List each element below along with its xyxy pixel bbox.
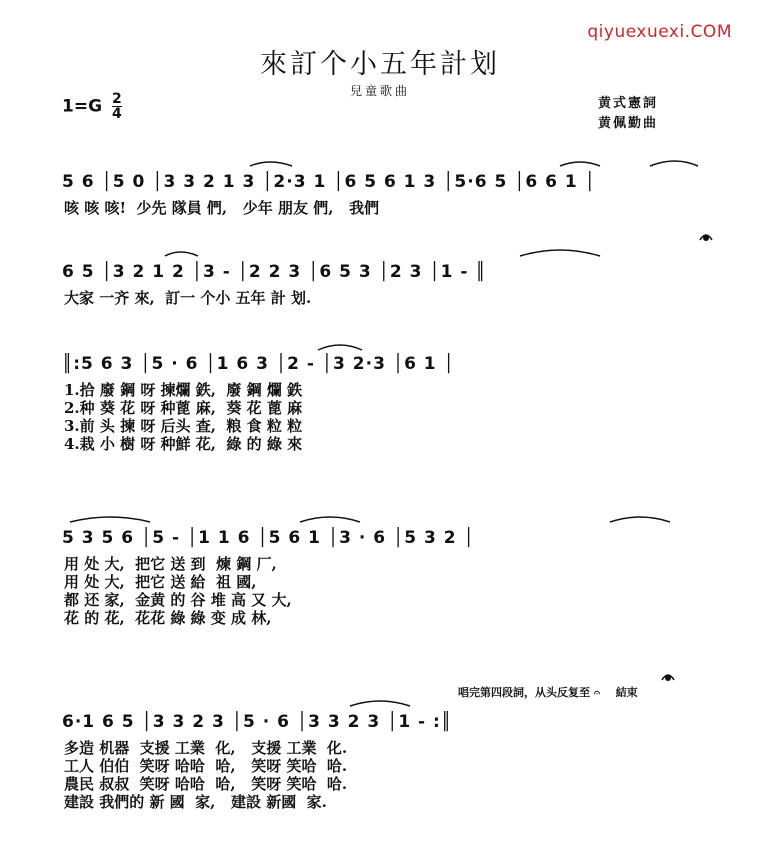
score-row-3-verse-3: 3.前 头 揀 呀 后头 查, 粮 食 粒 粒 xyxy=(64,417,303,435)
key-label: 1=G xyxy=(62,96,103,117)
score-row-3-verse-4: 4.栽 小 樹 呀 种鮮 花, 綠 的 綠 來 xyxy=(64,435,303,453)
score-row-5-verse-4: 建設 我們的 新 國 家, 建設 新國 家. xyxy=(64,793,327,811)
tie-arc xyxy=(300,517,360,522)
tie-arc xyxy=(318,345,362,350)
score-row-3-verse-1: 1.拾 廢 鋼 呀 揀爛 鉄, 廢 鋼 爛 鉄 xyxy=(64,381,303,399)
score-row-3-notes: ║:5 6 3 │5 · 6 │1 6 3 │2 - │3 2·3 │6 1 │ xyxy=(62,354,455,374)
song-subtitle: 兒童歌曲 xyxy=(349,84,410,98)
tie-arc xyxy=(520,250,600,256)
time-bottom: 4 xyxy=(111,106,122,122)
instruction-end: 結束 xyxy=(615,686,638,699)
tie-arc xyxy=(70,517,150,522)
tie-arc xyxy=(250,162,292,166)
song-title: 來訂个小五年計划 xyxy=(260,49,500,80)
score-row-4-verse-4: 花 的 花, 花花 綠 綠 变 成 林, xyxy=(64,609,272,627)
tie-arc xyxy=(610,517,670,522)
tie-arc xyxy=(165,252,198,256)
score-row-1-notes: 5 6 │5 0 │3 3 2 1 3 │2·3 1 │6 5 6 1 3 │5·6 5 │6 6 1 │ xyxy=(62,172,596,192)
tie-arc xyxy=(650,161,698,166)
score-row-5-verse-2: 工人 伯伯 笑呀 哈哈 哈, 笑呀 笑哈 哈. xyxy=(64,757,348,775)
lyricist: 黄式憲詞 xyxy=(598,96,659,111)
score-row-4-verse-3: 都 还 家, 金黄 的 谷 堆 高 又 大, xyxy=(64,591,292,609)
tie-arc xyxy=(350,701,410,706)
score-row-3-verse-2: 2.种 葵 花 呀 种蓖 麻, 葵 花 蓖 麻 xyxy=(64,399,303,417)
repeat-instruction xyxy=(458,684,638,700)
score-row-2-lyrics: 大家 一齐 來, 訂一 个小 五年 計 划. xyxy=(64,289,312,307)
score-row-5-verse-1: 多造 机器 支援 工業 化, 支援 工業 化. xyxy=(64,739,348,757)
score-row-4-notes: 5 3 5 6 │5 - │1 1 6 │5 6 1 │3 · 6 │5 3 2 │ xyxy=(62,528,475,548)
watermark: qiyuexuexi.COM xyxy=(587,22,732,42)
score-row-4-verse-2: 用 处 大, 把它 送 給 祖 國, xyxy=(64,573,257,591)
score-row-2-notes: 6 5 │3 2 1 2 │3 - │2 2 3 │6 5 3 │2 3 │1 - ║ xyxy=(62,262,487,282)
time-top: 2 xyxy=(111,91,122,107)
composer: 黄佩勤曲 xyxy=(598,116,659,131)
score-row-5-notes: 6·1 6 5 │3 3 2 3 │5 · 6 │3 3 2 3 │1 - :║ xyxy=(62,712,453,732)
score-row-5-verse-3: 農民 叔叔 笑呀 哈哈 哈, 笑呀 笑哈 哈. xyxy=(64,775,348,793)
instruction-text: 唱完第四段詞，从头反复至 xyxy=(458,686,590,699)
tie-arc xyxy=(560,162,600,166)
score-row-4-verse-1: 用 处 大, 把它 送 到 煉 鋼 厂, xyxy=(64,555,277,573)
fermata-icon: 𝄐 xyxy=(593,686,600,699)
score-row-1-lyrics: 咳 咳 咳! 少先 隊員 們, 少年 朋友 們, 我們 xyxy=(64,199,380,217)
